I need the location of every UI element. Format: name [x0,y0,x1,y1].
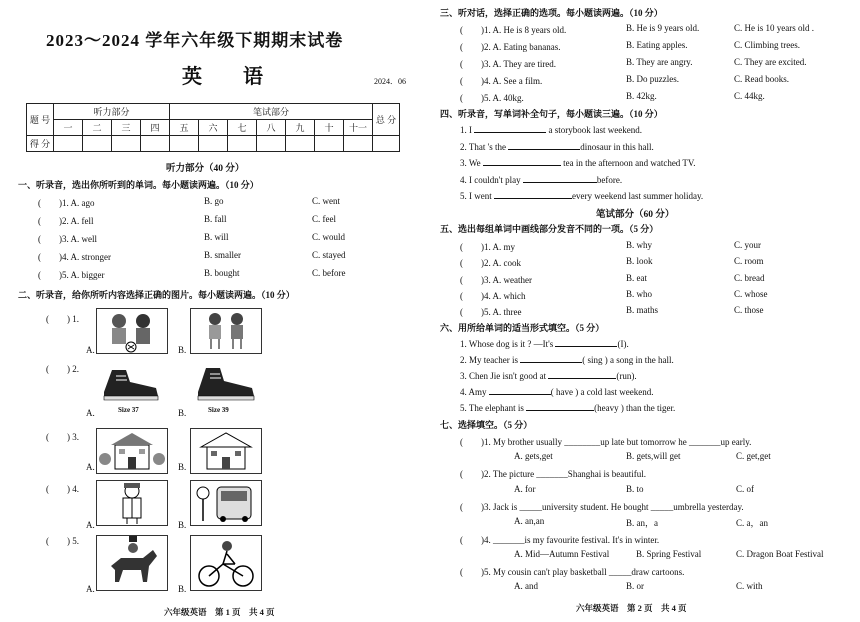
q5-1-c: C. your [734,240,761,250]
q2-5: ( ) 5. [46,536,79,546]
q6-5: 5. The elephant is (heavy ) than the tiger. [460,403,676,413]
option-b-label: B. [178,462,187,472]
doctor-picture [96,480,168,526]
score-row-label: 得 分 [27,136,54,152]
q7-5: ( )5. My cousin can't play basketball _____draw cartoons. [460,567,685,577]
q6-4: 4. Amy ( have ) a cold last weekend. [460,387,654,397]
q5-3-c: C. bread [734,273,765,283]
q6-1: 1. Whose dog is it ? —It's (I). [460,339,629,349]
page-1-footer: 六年级英语 第 1 页 共 4 页 [164,607,275,617]
section-4-heading: 四、听录音，写单词补全句子，每小题读三遍。（10 分） [440,109,663,119]
q7-3: ( )3. Jack is _____university student. He bought _____umbrella yesterday. [460,502,744,512]
q7-4-c: C. Dragon Boat Festival [736,549,824,559]
q5-4-c: C. whose [734,289,768,299]
kids-soccer-picture [96,308,168,354]
q1-2: ( )2. A. fell [38,216,94,226]
q5-1: ( )1. A. my [460,242,515,252]
bicycle-picture [190,535,262,591]
q2-3: ( ) 3. [46,432,79,442]
q3-2: ( )2. A. Eating bananas. [460,42,561,52]
score-table [26,103,400,152]
q7-1-c: C. get,get [736,451,771,461]
q1-2-b: B. fall [204,214,227,224]
q1-2-c: C. feel [312,214,336,224]
blank-line[interactable] [508,141,580,150]
listening-part-title: 听力部分（40 分） [166,164,245,174]
q1-1: ( )1. A. ago [38,198,95,208]
blank-line[interactable] [555,338,617,347]
score-cell[interactable] [83,136,112,152]
q7-5-c: C. with [736,581,763,591]
blank-line[interactable] [523,174,597,183]
score-cell[interactable] [315,136,344,152]
score-cell[interactable] [373,136,400,152]
option-b-label: B. [178,408,187,418]
q3-2-c: C. Climbing trees. [734,40,800,50]
q7-4-a: A. Mid—Autumn Festival [514,549,610,559]
q5-2-b: B. look [626,256,653,266]
q1-4-c: C. stayed [312,250,346,260]
score-cell[interactable] [199,136,228,152]
section-2-heading: 二、听录音，给你所听内容选择正确的图片。每小题读两遍。（10 分） [18,290,295,300]
q6-3: 3. Chen Jie isn't good at (run). [460,371,637,381]
col-number: 五 [170,120,199,136]
q3-1-c: C. He is 10 years old . [734,23,814,33]
q5-5: ( )5. A. three [460,307,522,317]
section-7-heading: 七、选择填空。（5 分） [440,420,533,430]
subject-title: 英 语 [182,66,281,88]
q7-2-c: C. of [736,484,754,494]
score-cell[interactable] [112,136,141,152]
q4-3: 3. We tea in the afternoon and watched TV. [460,158,696,168]
page-2-footer: 六年级英语 第 2 页 共 4 页 [576,603,687,613]
q5-5-b: B. maths [626,305,659,315]
exam-page-2 [430,0,860,622]
blank-line[interactable] [494,190,572,199]
score-cell[interactable] [257,136,286,152]
blank-line[interactable] [548,370,616,379]
col-number: 四 [141,120,170,136]
writing-header: 笔试部分 [170,104,373,120]
q3-2-b: B. Eating apples. [626,40,688,50]
q4-2: 2. That 's the dinosaur in this hall. [460,142,654,152]
q1-3-c: C. would [312,232,346,242]
option-a-label: A. [86,345,95,355]
q7-4: ( )4. _______is my favourite festival. It's in winter. [460,535,660,545]
horse-riding-picture [96,535,168,591]
option-a-label: A. [86,462,95,472]
q3-4: ( )4. A. See a film. [460,76,543,86]
q1-4: ( )4. A. stronger [38,252,111,262]
q7-5-a: A. and [514,581,538,591]
q7-4-b: B. Spring Festival [636,549,702,559]
col-number: 二 [83,120,112,136]
score-cell[interactable] [344,136,373,152]
q3-5-b: B. 42kg. [626,91,657,101]
shoe-size-a: Size 37 [118,406,139,414]
exam-title: 2023～2024 学年六年级下期期末试卷 [46,31,344,50]
q2-1: ( ) 1. [46,314,79,324]
q7-2-b: B. to [626,484,644,494]
q5-2: ( )2. A. cook [460,258,521,268]
q7-1: ( )1. My brother usually ________up late but tomorrow he _______up early. [460,437,752,447]
q2-2: ( ) 2. [46,364,79,374]
q3-3-b: B. They are angry. [626,57,693,67]
score-cell[interactable] [170,136,199,152]
blank-line[interactable] [489,386,551,395]
shoe-size-b: Size 39 [208,406,229,414]
q1-1-b: B. go [204,196,224,206]
q3-5-c: C. 44kg. [734,91,765,101]
q6-2: 2. My teacher is ( sing ) a song in the hall. [460,355,674,365]
question-number-label: 题 号 [27,104,54,136]
col-number: 十一 [344,120,373,136]
col-number: 九 [286,120,315,136]
q7-1-a: A. gets,get [514,451,553,461]
q3-5: ( )5. A. 40kg. [460,93,524,103]
score-cell[interactable] [286,136,315,152]
option-a-label: A. [86,408,95,418]
blank-line[interactable] [483,157,561,166]
q7-3-a: A. an,an [514,516,545,526]
q1-4-b: B. smaller [204,250,241,260]
score-cell[interactable] [141,136,170,152]
blank-line[interactable] [474,124,546,133]
q3-3: ( )3. A. They are tired. [460,59,557,69]
q1-1-c: C. went [312,196,340,206]
col-number: 八 [257,120,286,136]
q7-5-b: B. or [626,581,644,591]
section-6-heading: 六、用所给单词的适当形式填空。（5 分） [440,323,605,333]
q3-1: ( )1. A. He is 8 years old. [460,25,567,35]
writing-part-title: 笔试部分（60 分） [596,210,675,220]
col-number: 七 [228,120,257,136]
sneaker-picture [190,362,260,406]
col-number: 三 [112,120,141,136]
score-cell[interactable] [228,136,257,152]
col-number: 十 [315,120,344,136]
col-number: 一 [54,120,83,136]
listening-header: 听力部分 [54,104,170,120]
total-label: 总 分 [373,104,400,136]
kids-standing-picture [190,308,262,354]
section-3-heading: 三、听对话，选择正确的选项。每小题读两遍。（10 分） [440,8,663,18]
bus-stop-picture [190,480,262,526]
q7-3-c: C. a，an [736,518,768,528]
sneaker-picture [96,362,166,406]
q5-1-b: B. why [626,240,653,250]
col-number: 六 [199,120,228,136]
q5-4-b: B. who [626,289,653,299]
section-1-heading: 一、听录音，选出你所听到的单词。每小题读两遍。（10 分） [18,180,259,190]
section-5-heading: 五、选出每组单词中画线部分发音不同的一项。（5 分） [440,224,659,234]
score-cell[interactable] [54,136,83,152]
exam-date: 2024．06 [374,77,406,86]
q7-2-a: A. for [514,484,536,494]
q1-5: ( )5. A. bigger [38,270,105,280]
option-b-label: B. [178,584,187,594]
q5-4: ( )4. A. which [460,291,526,301]
q3-3-c: C. They are excited. [734,57,807,67]
option-b-label: B. [178,520,187,530]
house-building-picture [190,428,262,474]
q7-1-b: B. gets,will get [626,451,681,461]
q7-3-b: B. an，a [626,518,658,528]
q5-3: ( )3. A. weather [460,275,532,285]
blank-line[interactable] [526,402,594,411]
q3-1-b: B. He is 9 years old. [626,23,700,33]
q3-4-b: B. Do puzzles. [626,74,679,84]
school-building-picture [96,428,168,474]
q1-5-c: C. before [312,268,346,278]
q4-1: 1. I a storybook last weekend. [460,125,642,135]
q1-3-b: B. will [204,232,229,242]
q1-3: ( )3. A. well [38,234,97,244]
q5-2-c: C. room [734,256,764,266]
q4-4: 4. I couldn't play before. [460,175,623,185]
option-b-label: B. [178,345,187,355]
q5-5-c: C. those [734,305,764,315]
q7-2: ( )2. The picture _______Shanghai is beautiful. [460,469,647,479]
option-a-label: A. [86,584,95,594]
q1-5-b: B. bought [204,268,240,278]
q2-4: ( ) 4. [46,484,79,494]
q4-5: 5. I went every weekend last summer holiday. [460,191,704,201]
blank-line[interactable] [520,354,582,363]
q5-3-b: B. eat [626,273,647,283]
option-a-label: A. [86,520,95,530]
q3-4-c: C. Read books. [734,74,789,84]
